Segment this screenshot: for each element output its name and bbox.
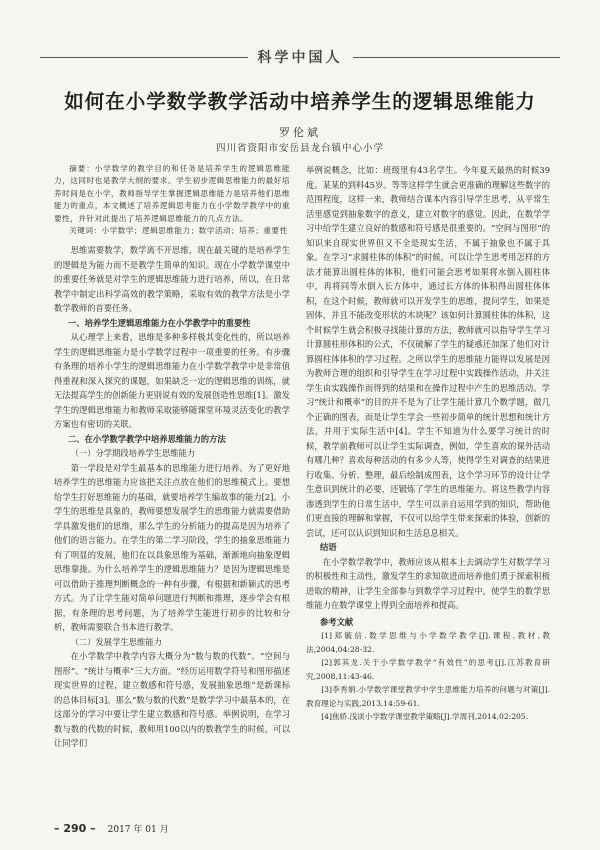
conclusion-paragraph: 在小学数学教学中，教师应该从根本上去调动学生对数学学习的积极性和主动性，激发学生的求知欲进而培养他们勇于探索积极进取的精神，让学生全部参与到数学学习过程中，使学生的数学思维能力在数学课堂上得到全面培养和提高。 bbox=[306, 556, 550, 610]
author-affiliation: 四川省资阳市安岳县龙台镇中心小学 bbox=[215, 143, 384, 154]
section-heading-2: 二、在小学数学教学中培养思维能力的方法 bbox=[68, 433, 226, 444]
subsection-heading-2-1: （一）分学期段培养学生思维能力 bbox=[70, 448, 196, 459]
column-name: 科学中国人 bbox=[257, 50, 343, 66]
intro-paragraph: 思维需要数学，数学离不开思维，现在最关键的是培养学生的逻辑是为能力而不是教学生简单的知识。现在小学数学课堂中的重要任务就是对学生的逻辑思维能力进行培养，所以，在日常教学中制定出科学高效的教学策略，采取有效的教学方法是小学数学教师的首要任务。 bbox=[54, 245, 290, 314]
references-heading: 参考文献 bbox=[320, 616, 354, 627]
continued-paragraph: 举例说概念，比如：班级里有43名学生。今年夏天最热的时候39度。某某的到料45岁。等等这样学生就会更准确的理解这些数字的范围程度，这样一来，教师结合课本内容引导学生思考，从平常生活里感觉到抽象数字的意义，建立对数字的感觉。因此，在数学学习中给学生建立良好的数感和符号感是很重要的。“空间与图形”的知识来自现实世界但又不全是现实生活，不属于抽象也不属于具象。在学习“求圆柱体的体积”的时候，可以让学生思考用怎样的方法才能算出圆柱体的体积，他们可能会思考如果将水倒入圆柱体中，再将同等水倒入长方体中，通过长方体的体积得出圆柱体体积，在这个时候，教师就可以开发学生的思维，提问学生，如果是固体，并且不能改变形状的木块呢？该如何计算圆柱体的体积，这个时候学生就会积极寻找能计算的方法，教师就可以指导学生学习计算圆柱形体积的公式，不仅破解了学生的疑惑还加深了他们对计算圆柱体体积的学习过程。之所以学生的思维能力能得以发展是因为教师合理的组织和引导学生在学习过程中实践操作活动，并关注学生由实践操作而得到的结果和在操作过程中产生的思维活动。学习“统计和概率”的目的并不是为了让学生能计算几个数学题，做几个正确的图表，而是让学生学会一些初步简单的统计思想和统计方法，并用于实际生活中[4]。学生不知道为什么要学习统计的时候，教学前教师可以让学生实际调查，例如，学生喜欢的课外活动有哪几种？喜欢每种活动的有多少人等，使得学生对调查的结果进行收集、分析、整理，最后绘制成图表，这个学习环节的设计让学生意识到统计的必要，还锻炼了学生的思维能力。将这些教学内容渗透到学生的日常生活中，学生可以亲自运用学到的知识，帮助他们更直接的理解和掌握，不仅可以给学生带来探索的体验，创新的尝试，还可以认识到知识和生活息息相关。 bbox=[306, 165, 550, 538]
subsection-heading-2-2: （二）发展学生思维能力 bbox=[70, 636, 162, 647]
section-1-paragraph: 从心理学上来看，思维是多种多样极其变化性的，所以培养学生的逻辑思维能力是小学数学过程中一项重要的任务。有步骤有条理的培养小学生的逻辑思维能力在小学数学教学中是非常值得重视和深入探究的课题，如果缺乏一定的逻辑思维的训练，就无法提高学生的创新能力更别说有效的发展创造性思维[1]。激发学生的逻辑思维能力和教师采取能够随课堂环境灵活变化的教学方案也有密切的关联。 bbox=[54, 332, 290, 430]
right-column bbox=[306, 163, 550, 724]
header-rule-right bbox=[353, 57, 561, 58]
reference-item: [3]李秀娟.小学数学课堂教学中学生思维能力培养的问题与对策[J].教育理论与实践,2013,14:59-61. bbox=[306, 685, 550, 708]
journal-column-header bbox=[40, 46, 560, 68]
abstract-text: 摘要：小学数学的教学目的和任务是培养学生的逻辑思维能力，这同时也是教学大纲的要求。学生初步逻辑思维能力的最好培养时间是在小学，教师指导学生掌握逻辑思维能力是培养他们思维能力的重点，本文概述了培养逻辑思考能力在小学数学教学中的重要性，并针对此提出了培养逻辑思维能力的几点方法。 bbox=[54, 164, 290, 223]
conclusion-heading: 结语 bbox=[320, 542, 337, 552]
author-name: 罗伦斌 bbox=[279, 126, 321, 139]
abstract-block bbox=[54, 163, 290, 237]
header-rule-left bbox=[40, 57, 248, 58]
left-column bbox=[54, 163, 290, 751]
reference-item: [1]郑毓信.数学思维与小学数学教学[J].课程,教材,教法,2004,04:28-32. bbox=[306, 631, 550, 654]
keywords: 关键词：小学数学；逻辑思维能力；数学活动；培养；重要性 bbox=[69, 226, 288, 236]
reference-item: [4]焦娇.浅谈小学数学课堂教学策略[J].学周刊,2014,02:205. bbox=[321, 712, 529, 721]
section-heading-1: 一、培养学生逻辑思维能力在小学教学中的重要性 bbox=[68, 317, 251, 328]
issue-date: 2017 年 01 月 bbox=[107, 825, 169, 835]
page-footer bbox=[54, 822, 169, 835]
subsection-2-2-paragraph: 在小学数学中教学内容大概分为“数与数的代数”、“空间与图形”、“统计与概率”三大方面。“经历运用数学符号和图形描述现实世界的过程，建立数感和符号感，发展抽象思维”是新课标的总体目标[3]。那么“数与数的代数”是数学学习中最基本的，在这部分的学习中要让学生建立数感和符号感。举例说明，在学习数与数的代数的时候，教师用100以内的数教学生的时候，可以让同学们 bbox=[54, 651, 290, 749]
page-number: – 290 – bbox=[54, 822, 96, 835]
subsection-2-1-paragraph: 第一学段是对学生最基本的思维能力进行培养。为了更好地培养学生的思维能力应该把关注点放在他们的思维模式上。要想给学生打好思维能力的基础，就要培养学生编故事的能力[2]。小学生的思维是具象的，教师要想发展学生的思维能力就需要借助学具激发他们的思维，那么学生的分析能力的提高是因为培养了他们的语言能力。在学生的第二学习阶段，学生的抽象思维能力有了明显的发展，他们在以具象思维为基础，渐渐地向抽象逻辑思维靠拢。为什么培养学生的逻辑思维能力？是因为逻辑思维是可以借助于推理判断概念的一种有步骤，有根据和新颖式的思考方式。为了让学生能对简单问题进行判断和推理，逐步学会有根据，有条理的思考问题，为了培养学生能进行初步的比较和分析，教师需要联合书本进行教学。 bbox=[54, 462, 290, 633]
article-title: 如何在小学数学教学活动中培养学生的逻辑思维能力 bbox=[64, 90, 536, 113]
reference-item: [2]郭其龙.关于小学数学教学“有效性”的思考[J].江苏教育研究,2008,11:43-46. bbox=[306, 658, 550, 681]
